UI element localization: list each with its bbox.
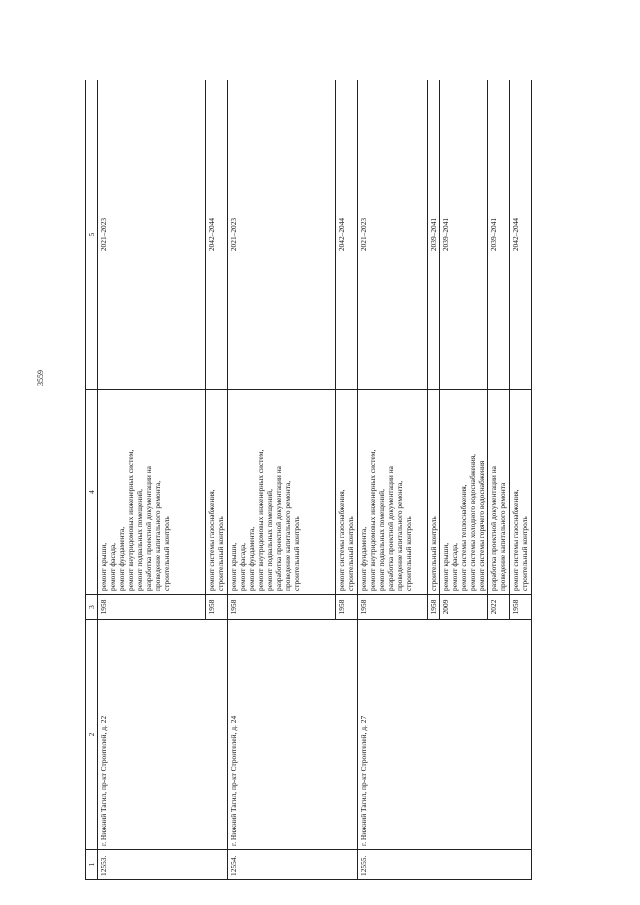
repair-period: 2039–2041 — [428, 80, 440, 390]
building-address: г. Нижний Тагил, пр-кт Строителей, д. 24 — [228, 620, 358, 850]
repair-period: 2021–2023 — [358, 80, 428, 390]
repair-period: 2039–2041 — [488, 80, 510, 390]
work-item: строительный контроль — [346, 516, 355, 591]
row-number: 12554. — [228, 850, 358, 880]
repair-schedule-table — [85, 80, 532, 880]
row-number: 12555. — [358, 850, 532, 880]
construction-year: 1958 — [228, 595, 336, 620]
work-item: проведение капитального ремонта, — [283, 480, 292, 591]
table-row — [98, 80, 206, 880]
work-item: ремонт системы горячего водоснабжения — [477, 460, 486, 591]
work-item: ремонт фасада, — [108, 543, 117, 591]
work-item: строительный контроль — [429, 516, 438, 591]
header-cell: 3 — [86, 595, 98, 620]
header-cell: 1 — [86, 850, 98, 880]
work-types — [510, 390, 532, 595]
work-types — [358, 390, 428, 595]
row-number: 12553. — [98, 850, 228, 880]
construction-year: 1958 — [206, 595, 228, 620]
construction-year: 1958 — [336, 595, 358, 620]
work-item: ремонт системы газоснабжения, — [207, 489, 216, 591]
work-item: строительный контроль — [520, 516, 529, 591]
work-item: ремонт фасада, — [450, 543, 459, 591]
work-item: ремонт системы газоснабжения, — [337, 489, 346, 591]
work-item: разработка проектной документации на — [144, 466, 153, 591]
work-item: ремонт внутридомовых инженерных систем, — [126, 449, 135, 591]
work-item: строительный контроль — [216, 516, 225, 591]
work-types — [428, 390, 440, 595]
repair-period: 2042–2044 — [206, 80, 228, 390]
building-address: г. Нижний Тагил, пр-кт Строителей, д. 22 — [98, 620, 228, 850]
table-row — [358, 80, 428, 880]
work-item: разработка проектной документации на — [489, 466, 498, 591]
work-item: ремонт системы газоснабжения, — [511, 489, 520, 591]
work-item: ремонт фундамента, — [247, 526, 256, 591]
work-types — [206, 390, 228, 595]
work-item: строительный контроль — [292, 516, 301, 591]
work-item: ремонт внутридомовых инженерных систем, — [256, 449, 265, 591]
repair-period: 2021–2023 — [98, 80, 206, 390]
work-item: ремонт крыши, — [99, 542, 108, 591]
header-cell: 2 — [86, 620, 98, 850]
table-sheet — [85, 80, 540, 880]
work-item: строительный контроль — [162, 516, 171, 591]
work-item: разработка проектной документации на — [274, 466, 283, 591]
repair-period: 2039–2041 — [440, 80, 488, 390]
work-item: проведение капитального ремонта, — [395, 480, 404, 591]
construction-year: 1958 — [98, 595, 206, 620]
repair-period: 2042–2044 — [336, 80, 358, 390]
work-item: строительный контроль — [404, 516, 413, 591]
work-item: ремонт крыши, — [229, 542, 238, 591]
work-item: ремонт подвальных помещений, — [265, 489, 274, 591]
rotated-table-wrapper — [85, 80, 540, 880]
page-number: 3559 — [36, 370, 45, 386]
work-types — [488, 390, 510, 595]
repair-period: 2021–2023 — [228, 80, 336, 390]
work-item: ремонт крыши, — [441, 542, 450, 591]
work-item: ремонт фасада, — [238, 543, 247, 591]
work-item: ремонт подвальных помещений, — [377, 489, 386, 591]
construction-year: 1958 — [428, 595, 440, 620]
building-address: г. Нижний Тагил, пр-кт Строителей, д. 27 — [358, 620, 532, 850]
work-types — [98, 390, 206, 595]
work-item: разработка проектной документации на — [386, 466, 395, 591]
construction-year: 1958 — [358, 595, 428, 620]
construction-year: 2022 — [488, 595, 510, 620]
header-cell: 5 — [86, 80, 98, 390]
work-item: ремонт фундамента, — [359, 526, 368, 591]
work-item: ремонт системы теплоснабжения, — [459, 484, 468, 591]
work-item: ремонт системы холодного водоснабжения, — [468, 454, 477, 591]
work-item: ремонт внутридомовых инженерных систем, — [368, 449, 377, 591]
construction-year: 1958 — [510, 595, 532, 620]
header-row — [86, 80, 98, 880]
header-cell: 4 — [86, 390, 98, 595]
work-types — [440, 390, 488, 595]
work-item: ремонт фундамента, — [117, 526, 126, 591]
table-row — [228, 80, 336, 880]
work-types — [336, 390, 358, 595]
repair-period: 2042–2044 — [510, 80, 532, 390]
work-types — [228, 390, 336, 595]
work-item: ремонт подвальных помещений, — [135, 489, 144, 591]
work-item: проведение капитального ремонта — [498, 482, 507, 591]
work-item: проведение капитального ремонта, — [153, 480, 162, 591]
construction-year: 2009 — [440, 595, 488, 620]
